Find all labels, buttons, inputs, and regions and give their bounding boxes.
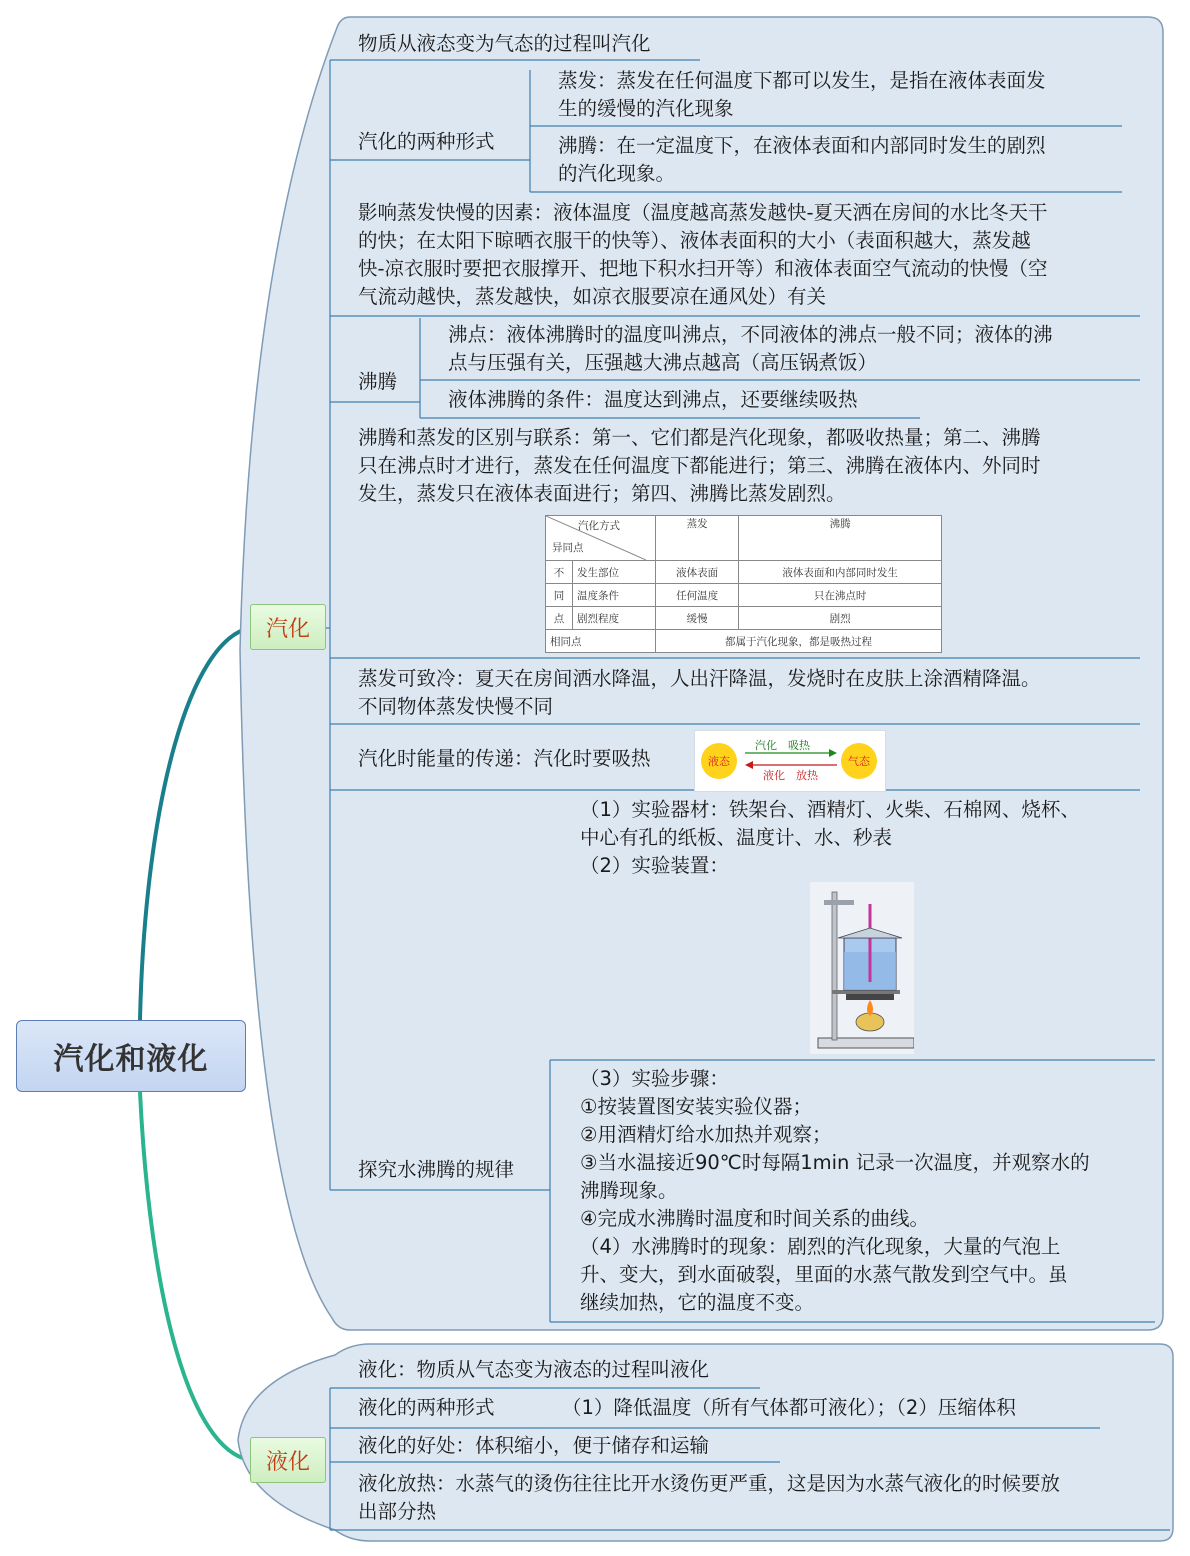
evaporation-text-line2: 生的缓慢的汽化现象 — [558, 97, 734, 120]
table-row-name: 剧烈程度 — [573, 607, 656, 630]
boiling-form-line2: 的汽化现象。 — [558, 162, 676, 185]
evaporation-factors-line1: 影响蒸发快慢的因素：液体温度（温度越高蒸发越快-夏天洒在房间的水比冬天干 — [358, 201, 1048, 224]
table-cell: 液体表面 — [656, 561, 739, 584]
steps-line9: 继续加热，它的温度不变。 — [580, 1291, 815, 1314]
table-corner-cell — [546, 516, 656, 561]
steps-line3: ②用酒精灯给水加热并观察； — [580, 1123, 832, 1146]
comparison-line2: 只在沸点时才进行，蒸发在任何温度下都能进行；第三、沸腾在液体内、外同时 — [358, 454, 1041, 477]
table-row-name: 温度条件 — [573, 584, 656, 607]
evaporation-text-line1: 蒸发：蒸发在任何温度下都可以发生，是指在液体表面发 — [558, 69, 1046, 92]
materials-line2: 中心有孔的纸板、温度计、水、秒表 — [580, 826, 893, 849]
state-change-diagram — [694, 730, 886, 792]
steps-line5: 沸腾现象。 — [580, 1179, 678, 1202]
table-row-name: 发生部位 — [573, 561, 656, 584]
vaporization-forms-label: 汽化的两种形式 — [358, 130, 495, 153]
liquefaction-benefit: 液化的好处：体积缩小，便于储存和运输 — [358, 1434, 710, 1457]
table-cell: 剧烈 — [739, 607, 942, 630]
table-cell: 缓慢 — [656, 607, 739, 630]
liquefaction-forms-value: （1）降低温度（所有气体都可液化）；（2）压缩体积 — [562, 1396, 1016, 1419]
liquefaction-definition: 液化：物质从气态变为液态的过程叫液化 — [358, 1358, 710, 1381]
apparatus-image — [810, 882, 914, 1054]
liquefy-release-label: 液化 放热 — [763, 769, 818, 782]
table-cell: 只在沸点时 — [739, 584, 942, 607]
connector-root-vaporization — [140, 628, 250, 1020]
table-cell: 任何温度 — [656, 584, 739, 607]
steps-line2: ①按装置图安装实验仪器； — [580, 1095, 812, 1118]
liquid-state-circle: 液态 — [701, 743, 737, 779]
boiling-form-line1: 沸腾：在一定温度下，在液体表面和内部同时发生的剧烈 — [558, 134, 1046, 157]
liquefaction-forms-label: 液化的两种形式 — [358, 1396, 495, 1419]
cooling-line1: 蒸发可致冷：夏天在房间洒水降温，人出汗降温，发烧时在皮肤上涂酒精降温。 — [358, 667, 1041, 690]
liquefaction-heat-line2: 出部分热 — [358, 1500, 437, 1523]
table-diff-label-2: 同 — [546, 584, 573, 607]
apparatus-label: （2）实验装置： — [580, 854, 729, 877]
table-same-value: 都属于汽化现象，都是吸热过程 — [656, 630, 942, 653]
liquefaction-heat-line1: 液化放热：水蒸气的烫伤往往比开水烫伤更严重，这是因为水蒸气液化的时候要放 — [358, 1472, 1061, 1495]
table-corner-bottom: 异同点 — [552, 542, 584, 554]
arrow-icon — [743, 749, 839, 773]
table-same-label: 相同点 — [546, 630, 656, 653]
boiling-point-line2: 点与压强有关，压强越大沸点越高（高压锅煮饭） — [448, 351, 878, 374]
evaporation-factors-line3: 快-凉衣服时要把衣服撑开、把地下积水扫开等）和液体表面空气流动的快慢（空 — [358, 257, 1048, 280]
table-diff-label-1: 不 — [546, 561, 573, 584]
materials-line1: （1）实验器材：铁架台、酒精灯、火柴、石棉网、烧杯、 — [580, 798, 1080, 821]
evaporation-factors-line2: 的快；在太阳下晾晒衣服干的快等）、液体表面积的大小（表面积越大，蒸发越 — [358, 229, 1031, 252]
table-diff-label-3: 点 — [546, 607, 573, 630]
table-cell: 液体表面和内部同时发生 — [739, 561, 942, 584]
table-corner-top: 汽化方式 — [578, 520, 620, 532]
table-header-boiling: 沸腾 — [739, 516, 942, 561]
comparison-table — [545, 515, 942, 653]
comparison-line1: 沸腾和蒸发的区别与联系：第一、它们都是汽化现象，都吸收热量；第二、沸腾 — [358, 426, 1041, 449]
steps-line8: 升、变大，到水面破裂，里面的水蒸气散发到空气中。虽 — [580, 1263, 1068, 1286]
table-header-evaporation: 蒸发 — [656, 516, 739, 561]
branch-vaporization[interactable]: 汽化 — [250, 604, 326, 650]
energy-transfer-text: 汽化时能量的传递：汽化时要吸热 — [358, 747, 651, 770]
root-topic[interactable]: 汽化和液化 — [16, 1020, 246, 1092]
steps-line4: ③当水温接近90℃时每隔1min 记录一次温度，并观察水的 — [580, 1151, 1090, 1174]
evaporation-factors-line4: 气流动越快，蒸发越快，如凉衣服要凉在通风处）有关 — [358, 285, 827, 308]
steps-line1: （3）实验步骤： — [580, 1067, 729, 1090]
steps-line7: （4）水沸腾时的现象：剧烈的汽化现象，大量的气泡上 — [580, 1235, 1061, 1258]
branch-liquefaction[interactable]: 液化 — [250, 1437, 326, 1483]
boiling-label: 沸腾 — [358, 370, 398, 393]
cooling-line2: 不同物体蒸发快慢不同 — [358, 695, 554, 718]
experiment-label: 探究水沸腾的规律 — [358, 1158, 515, 1181]
connector-root-liquefaction — [140, 1092, 250, 1460]
steps-line6: ④完成水沸腾时温度和时间关系的曲线。 — [580, 1207, 929, 1230]
boiling-condition: 液体沸腾的条件：温度达到沸点，还要继续吸热 — [448, 388, 858, 411]
vaporization-definition: 物质从液态变为气态的过程叫汽化 — [358, 32, 651, 55]
vaporize-absorb-label: 汽化 吸热 — [755, 739, 810, 752]
gas-state-circle: 气态 — [841, 743, 877, 779]
boiling-point-line1: 沸点：液体沸腾时的温度叫沸点，不同液体的沸点一般不同；液体的沸 — [448, 323, 1053, 346]
comparison-line3: 发生，蒸发只在液体表面进行；第四、沸腾比蒸发剧烈。 — [358, 482, 846, 505]
boiling-apparatus-icon — [810, 882, 914, 1054]
